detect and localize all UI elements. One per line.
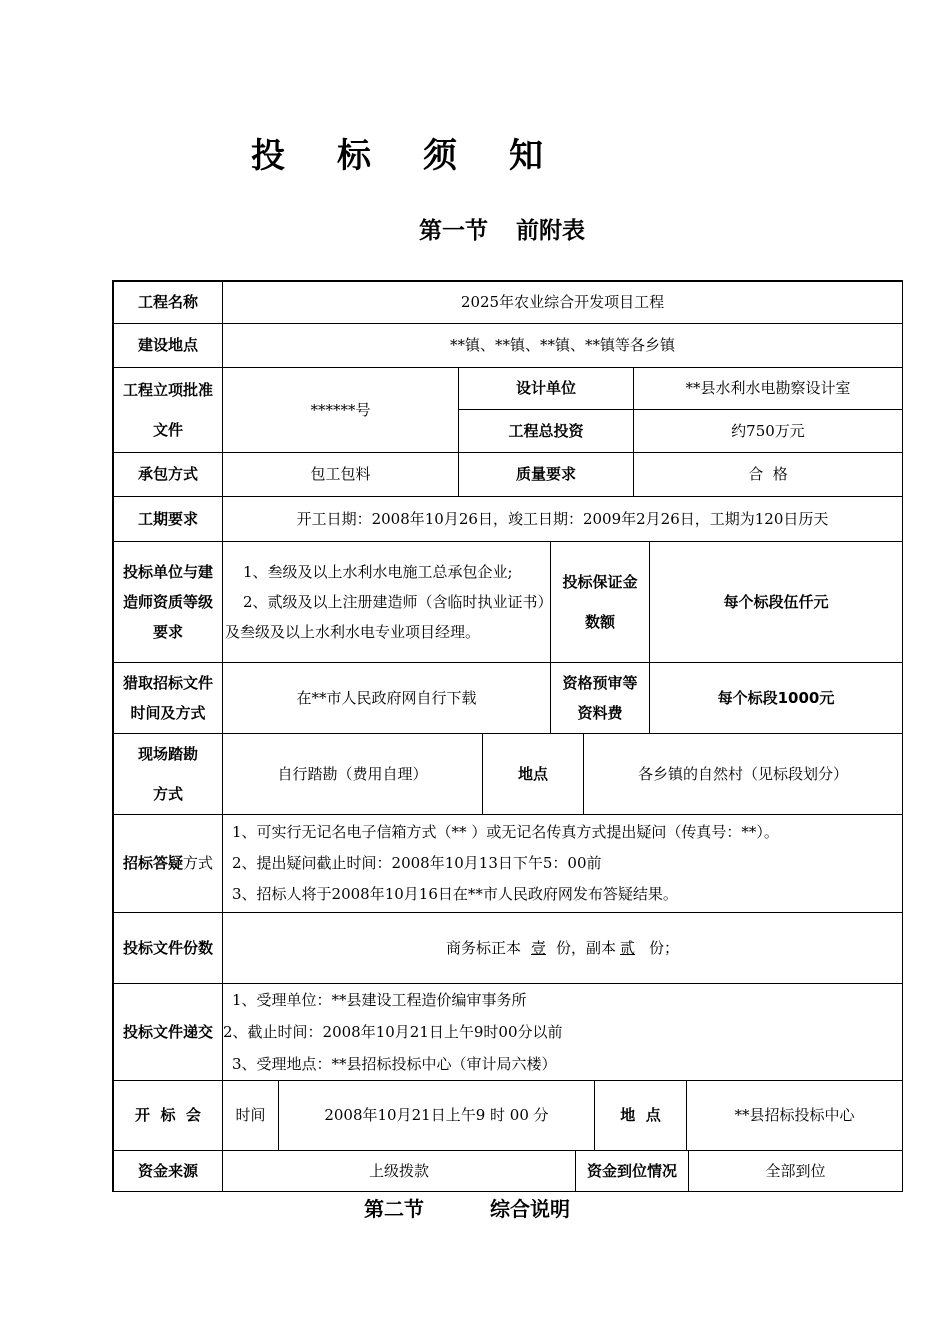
fund-source-label: 资金来源 — [113, 1150, 223, 1192]
opening-place-label: 地 点 — [594, 1080, 687, 1151]
qa-label — [113, 814, 223, 913]
copies-suffix: 份； — [649, 938, 680, 957]
site-value: 自行踏勘（费用自理） — [222, 733, 483, 815]
section-1-name: 前附表 — [516, 218, 585, 244]
investment-value: 约750万元 — [633, 409, 903, 453]
copies-mid: 份，副本 — [555, 938, 616, 957]
appendix-table — [112, 280, 903, 1192]
qa-line-3: 3、招标人将于2008年10月16日在**市人民政府网发布答疑结果。 — [232, 885, 678, 903]
contract-value: 包工包料 — [222, 452, 459, 497]
approval-label: 工程立项批准文件 — [113, 367, 223, 453]
quality-label: 质量要求 — [458, 452, 634, 497]
location-value: **镇、**镇、**镇、**镇等各乡镇 — [222, 323, 903, 368]
opening-time-value: 2008年10月21日上午9 时 00 分 — [278, 1080, 595, 1151]
copies-value — [222, 912, 903, 984]
section-2-number: 第二节 — [364, 1197, 424, 1221]
qa-label-rest: 方式 — [183, 854, 214, 872]
qa-value — [222, 814, 903, 913]
site-label: 现场踏勘方式 — [113, 733, 223, 815]
qualification-label: 投标单位与建造师资质等级要求 — [113, 541, 223, 663]
title-char-4: 知 — [509, 136, 543, 176]
section-2-heading — [364, 1193, 570, 1222]
prequal-fee-value: 每个标段1000元 — [649, 662, 903, 734]
bond-label: 投标保证金数额 — [550, 541, 650, 663]
investment-label: 工程总投资 — [458, 409, 634, 453]
section-1-heading — [419, 212, 585, 245]
title-char-2: 标 — [337, 136, 371, 176]
approval-value: ******号 — [222, 367, 459, 453]
qa-line-1: 1、可实行无记名电子信箱方式（** ）或无记名传真方式提出疑问（传真号：**）。 — [232, 823, 779, 841]
designer-label: 设计单位 — [458, 367, 634, 410]
qualification-value — [222, 541, 551, 663]
submit-value — [222, 983, 903, 1081]
location-label: 建设地点 — [113, 323, 223, 368]
obtain-value: 在**市人民政府网自行下载 — [222, 662, 551, 734]
section-1-number: 第一节 — [419, 218, 488, 244]
qualification-line-1: 1、叁级及以上水利水电施工总承包企业; — [243, 563, 513, 581]
copies-original-count: 壹 — [530, 938, 546, 957]
contract-label: 承包方式 — [113, 452, 223, 497]
section-2-name: 综合说明 — [490, 1197, 570, 1221]
document-title — [251, 128, 543, 177]
site-place-value: 各乡镇的自然村（见标段划分） — [583, 733, 903, 815]
copies-label: 投标文件份数 — [113, 912, 223, 984]
period-label: 工期要求 — [113, 496, 223, 542]
fund-status-value: 全部到位 — [688, 1150, 903, 1192]
qa-line-2: 2、提出疑问截止时间：2008年10月13日下午5：00前 — [232, 854, 602, 872]
quality-value: 合 格 — [633, 452, 903, 497]
copies-prefix: 商务标正本 — [445, 938, 521, 957]
qualification-line-2: 2、贰级及以上注册建造师（含临时执业证书）及叁级及以上水利水电专业项目经理。 — [225, 593, 546, 641]
qa-label-bold: 招标答疑 — [122, 854, 183, 872]
copies-copy-count: 贰 — [620, 938, 636, 957]
title-char-3: 须 — [423, 136, 457, 176]
opening-place-value: **县招标投标中心 — [686, 1080, 903, 1151]
bond-value: 每个标段伍仟元 — [649, 541, 903, 663]
site-place-label: 地点 — [482, 733, 584, 815]
obtain-label: 猎取招标文件时间及方式 — [113, 662, 223, 734]
project-name-value: 2025年农业综合开发项目工程 — [222, 281, 903, 324]
title-char-1: 投 — [251, 136, 285, 176]
designer-value: **县水利水电勘察设计室 — [633, 367, 903, 410]
fund-status-label: 资金到位情况 — [575, 1150, 689, 1192]
submit-line-1: 1、受理单位：**县建设工程造价编审事务所 — [232, 991, 527, 1009]
submit-label: 投标文件递交 — [113, 983, 223, 1081]
opening-label: 开 标 会 — [113, 1080, 223, 1151]
project-name-label: 工程名称 — [113, 281, 223, 324]
opening-time-label: 时间 — [222, 1080, 279, 1151]
prequal-fee-label: 资格预审等资料费 — [550, 662, 650, 734]
fund-source-value: 上级拨款 — [222, 1150, 576, 1192]
period-value: 开工日期：2008年10月26日，竣工日期：2009年2月26日，工期为120日历天 — [222, 496, 903, 542]
submit-line-2: 2、截止时间：2008年10月21日上午9时00分以前 — [223, 1023, 563, 1041]
submit-line-3: 3、受理地点：**县招标投标中心（审计局六楼） — [232, 1055, 557, 1073]
